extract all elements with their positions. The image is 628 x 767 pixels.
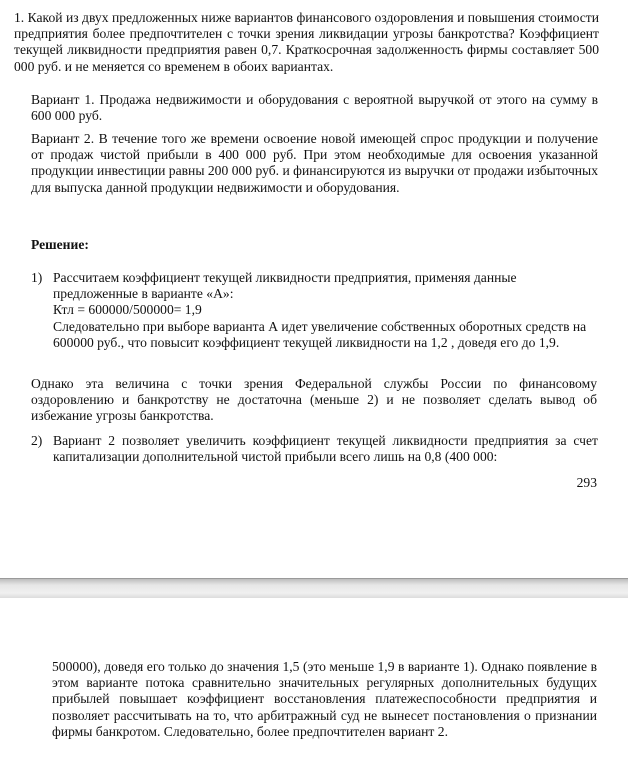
item-1-formula: Ктл = 600000/500000= 1,9 — [53, 302, 202, 318]
item-1-number: 1) — [31, 270, 43, 285]
solution-note: Однако эта величина с точки зрения Федеральной службы России по финансовому оздоровлению и банкротству не достаточна (меньше 2) и не позволяет сделать вывод об избежание угрозы банкротства. — [31, 376, 597, 424]
solution-title: Решение: — [31, 237, 89, 252]
solution-item-2 — [31, 433, 598, 465]
question-text: 1. Какой из двух предложенных ниже вариантов финансового оздоровления и повышения стоимости предприятия более предпочтителен с точки зрения ликвидации угрозы банкротства? Коэффициент текущей ликвидности предприятия равен 0,7. Краткосрочная задолженность фирмы составляет 500 000 руб. и не меняется со временем в обоих вариантах. — [14, 10, 599, 74]
item-1-intro: Рассчитаем коэффициент текущей ликвидности предприятия, применяя данные предложенные в варианте «А»: — [53, 270, 517, 302]
page-separator — [0, 578, 628, 599]
page-number: 293 — [576, 475, 597, 490]
variant-1-text: Вариант 1. Продажа недвижимости и оборудования с вероятной выручкой от этого на сумму в 600 000 руб. — [31, 92, 598, 124]
variant-2-text: Вариант 2. В течение того же времени освоение новой имеющей спрос продукции и получение от продаж чистой прибыли в 400 000 руб. При этом необходимые для освоения указанной продукции инвестиции равны 200 000 руб. и финансируются из выручки от продажи избыточных для выпуска данной продукции недвижимости и оборудования. — [31, 131, 598, 195]
item-1-conclusion: Следовательно при выборе варианта А идет увеличение собственных оборотных средств на 600000 руб., что повысит коэффициент текущей ликвидности на 1,2 , доведя его до 1,9. — [53, 318, 587, 350]
solution-item-1 — [31, 270, 598, 351]
item-2-text: Вариант 2 позволяет увеличить коэффициент текущей ликвидности предприятия за счет капитализации дополнительной чистой прибыли всего лишь на 0,8 (400 000: — [53, 433, 598, 465]
continuation-text: 500000), доведя его только до значения 1,5 (это меньше 1,9 в варианте 1). Однако появление в этом варианте потока сравнительно значительных регулярных дополнительных будущих прибылей повышает коэффициент восстановления платежеспособности предприятия и позволяет рассчитывать на то, что арбитражный суд не вынесет постановления о признании фирмы банкротом. Следовательно, более предпочтителен вариант 2. — [52, 659, 597, 739]
item-2-number: 2) — [31, 433, 43, 448]
